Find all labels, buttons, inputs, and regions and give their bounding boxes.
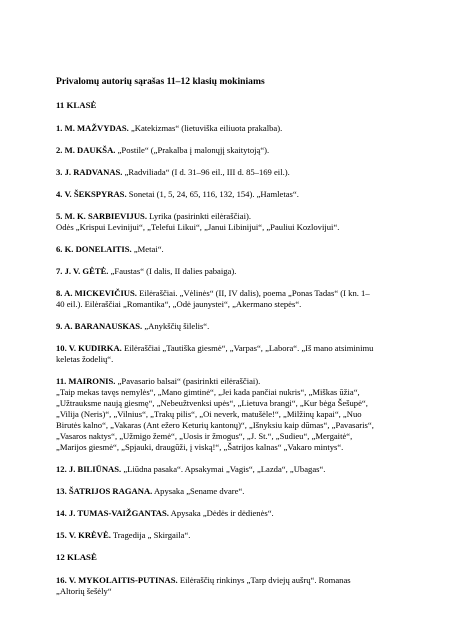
entry-line	[56, 167, 426, 178]
section-heading: 11 KLASĖ	[56, 100, 97, 110]
list-item	[56, 244, 426, 255]
works-text: Eilėraščiai. „Vėlinės“ (II, IV dalis), poema „Ponas Tadas“ (I kn. 1–	[136, 288, 370, 298]
works-text: „Postile“ („Prakalba į malonųjį skaitytoją“).	[115, 145, 270, 155]
document-body	[56, 76, 426, 608]
list-item	[56, 343, 426, 365]
author-name: 13. ŠATRIJOS RAGANA.	[56, 486, 153, 496]
entry-line	[56, 189, 426, 200]
entry-line	[56, 299, 426, 310]
works-text: „Taip mekas tavęs nemylės“, „Mano gimtinė“, „Jei kada pančiai nukris“, „Miškas ūžia“,	[56, 387, 360, 397]
list-item	[56, 376, 426, 453]
entry-line	[56, 123, 426, 134]
author-name: 16. V. MYKOLAITIS-PUTINAS.	[56, 575, 178, 585]
author-name: 2. M. DAUKŠA.	[56, 145, 116, 155]
works-text: „Altorių šešėly“	[56, 586, 112, 596]
works-text: „Anykščių šilelis“.	[142, 321, 210, 331]
author-name: 10. V. KUDIRKA.	[56, 343, 122, 353]
works-text: „Metai“.	[131, 244, 164, 254]
entry-line	[56, 343, 426, 354]
entry-line	[56, 376, 426, 387]
entry-line	[56, 530, 426, 541]
entry-line	[56, 398, 426, 409]
works-text: 40 eil.). Eilėraščiai „Romantika“, „Odė jaunystei“, „Akermano stepės“.	[56, 299, 302, 309]
list-item	[56, 508, 426, 519]
entry-line	[56, 575, 426, 586]
author-name: 4. V. ŠEKSPYRAS.	[56, 189, 127, 199]
author-name: 5. M. K. SARBIEVIJUS.	[56, 211, 147, 221]
entry-line	[56, 222, 426, 233]
entry-line	[56, 508, 426, 519]
list-item	[56, 288, 426, 310]
list-item	[56, 321, 426, 332]
list-item	[56, 123, 426, 134]
list-item	[56, 211, 426, 233]
author-name: 8. A. MICKEVIČIUS.	[56, 288, 137, 298]
works-text: keletas žodelių“.	[56, 354, 114, 364]
works-text: Sonetai (1, 5, 24, 65, 116, 132, 154). „Hamletas“.	[126, 189, 299, 199]
author-name: 3. J. RADVANAS.	[56, 167, 123, 177]
author-name: 7. J. V. GĖTĖ.	[56, 266, 109, 276]
works-text: Tragedija „ Skirgaila“.	[110, 530, 191, 540]
works-text: „Radviliada“ (I d. 31–96 eil., III d. 85–169 eil.).	[122, 167, 290, 177]
works-text: „Liūdna pasaka“. Apsakymai „Vagis“, „Lazda“, „Ubagas“.	[121, 464, 326, 474]
sections-container	[56, 100, 426, 597]
author-name: 6. K. DONELAITIS.	[56, 244, 132, 254]
list-item	[56, 575, 426, 597]
works-text: Apysaka „Dėdės ir dėdienės“.	[168, 508, 274, 518]
works-text: „Vasaros naktys“, „Užmigo žemė“, „Uosis ir žmogus“, „J. St.“, „Sudieu“, „Mergaitė“,	[56, 431, 353, 441]
works-text: Apysaka „Sename dvare“.	[152, 486, 245, 496]
author-name: 12. J. BILIŪNAS.	[56, 464, 122, 474]
entry-line	[56, 211, 426, 222]
author-name: 9. A. BARANAUSKAS.	[56, 321, 143, 331]
author-name: 1. M. MAŽVYDAS.	[56, 123, 129, 133]
list-item	[56, 266, 426, 277]
entry-line	[56, 442, 426, 453]
works-text: Odės „Krispui Levinijui“, „Telefui Likui“, „Janui Libinijui“, „Pauliui Kozlovijui“.	[56, 222, 340, 232]
entry-line	[56, 586, 426, 597]
entry-line	[56, 288, 426, 299]
list-item	[56, 145, 426, 156]
works-text: „Katekizmas“ (lietuviška eiliuota prakalba).	[128, 123, 283, 133]
entry-line	[56, 354, 426, 365]
works-text: Birutės kalno“, „Vakaras (Ant ežero Keturių kantonų)“, „Išnyksiu kaip dūmas“, „Pavasaris“,	[56, 420, 374, 430]
list-item	[56, 530, 426, 541]
author-name: 15. V. KRĖVĖ.	[56, 530, 111, 540]
works-text: „Vilija (Neris)“, „Vilnius“, „Trakų pilis“, „Oi neverk, matušėle!“, „Milžinų kapai“, „Nuo	[56, 409, 362, 419]
section-heading: 12 KLASĖ	[56, 552, 97, 562]
list-item	[56, 464, 426, 475]
entry-line	[56, 409, 426, 420]
works-text: Lyrika (pasirinkti eilėraščiai).	[146, 211, 252, 221]
entry-line	[56, 486, 426, 497]
author-name: 11. MAIRONIS.	[56, 376, 116, 386]
works-text: „Marijos giesmė“, „Spjauki, draugūži, į viską!“, „Šatrijos kalnas“ „Vakaro mintys“.	[56, 442, 344, 452]
list-item	[56, 486, 426, 497]
list-item	[56, 189, 426, 200]
document-title: Privalomų autorių sąrašas 11–12 klasių mokiniams	[56, 76, 265, 87]
entry-line	[56, 464, 426, 475]
entry-line	[56, 321, 426, 332]
entry-line	[56, 266, 426, 277]
works-text: „Užtrauksme naują giesmę“, „Nebeužtvenksi upės“, „Lietuva brangi“, „Kur bėga Šešupė“,	[56, 398, 368, 408]
entry-line	[56, 431, 426, 442]
entry-line	[56, 244, 426, 255]
works-text: Eilėraščių rinkinys „Tarp dviejų aušrų“. Romanas	[177, 575, 351, 585]
entry-line	[56, 387, 426, 398]
works-text: „Pavasario balsai“ (pasirinkti eilėraščiai).	[115, 376, 261, 386]
list-item	[56, 167, 426, 178]
works-text: Eilėraščiai „Tautiška giesmė“, „Varpas“, „Labora“. „Iš mano atsiminimu	[121, 343, 374, 353]
entry-line	[56, 420, 426, 431]
author-name: 14. J. TUMAS-VAIŽGANTAS.	[56, 508, 169, 518]
entry-line	[56, 145, 426, 156]
works-text: „Faustas“ (I dalis, II dalies pabaiga).	[108, 266, 237, 276]
